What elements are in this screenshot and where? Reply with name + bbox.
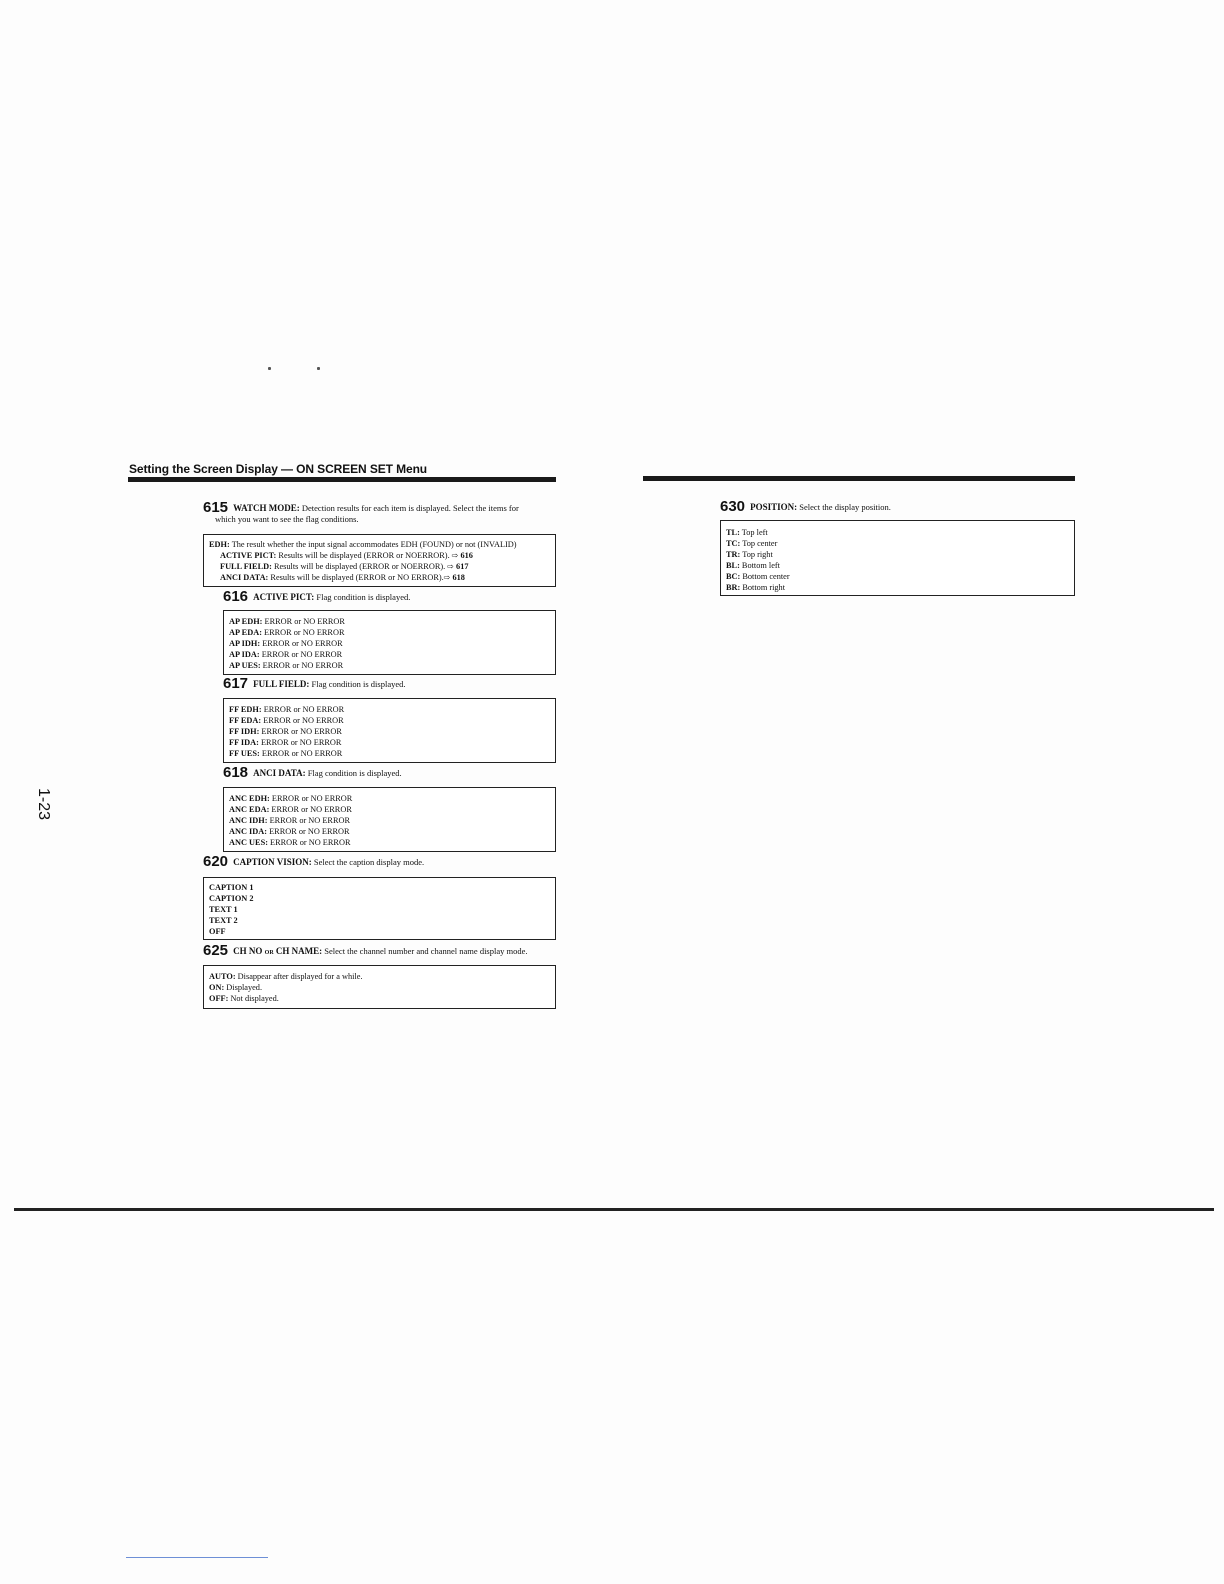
item-620-box xyxy=(203,877,556,940)
item-name: WATCH MODE: xyxy=(233,503,300,513)
footer-rule xyxy=(14,1208,1214,1211)
item-description-cont: which you want to see the flag conditions. xyxy=(215,514,359,524)
list-item: ANC IDA: ERROR or NO ERROR xyxy=(229,827,350,836)
item-name: CAPTION VISION: xyxy=(233,857,312,867)
item-description: Flag condition is displayed. xyxy=(307,768,402,778)
arrow-right-icon: ⇨ xyxy=(443,573,451,582)
list-item: TEXT 2 xyxy=(209,916,238,925)
item-description: Select the display position. xyxy=(799,502,891,512)
item-618-heading xyxy=(223,764,563,781)
item-description: Detection results for each item is displayed. Select the items for xyxy=(301,503,519,513)
list-item: FF EDH: ERROR or NO ERROR xyxy=(229,705,345,714)
scan-speck xyxy=(317,367,320,370)
item-618-box xyxy=(223,787,556,852)
item-615-box xyxy=(203,534,556,587)
item-name: FULL FIELD: xyxy=(253,679,310,689)
list-item: AP EDA: ERROR or NO ERROR xyxy=(229,628,345,637)
item-620-heading xyxy=(203,853,563,870)
list-item: AP UES: ERROR or NO ERROR xyxy=(229,661,344,670)
item-number: 625 xyxy=(203,942,229,959)
list-item: BR: Bottom right xyxy=(726,583,786,592)
item-name: ANCI DATA: xyxy=(253,768,306,778)
item-617-box xyxy=(223,698,556,763)
item-name: CH NO or CH NAME: xyxy=(233,946,323,956)
list-item: ON: Displayed. xyxy=(209,983,263,992)
item-615-heading xyxy=(203,499,563,525)
header-rule-right xyxy=(643,476,1075,481)
item-617-heading xyxy=(223,675,563,692)
list-item: ANCI DATA: Results will be displayed (ERROR or NO ERROR).⇨ 618 xyxy=(220,573,465,582)
list-item: FF EDA: ERROR or NO ERROR xyxy=(229,716,344,725)
list-item: ACTIVE PICT: Results will be displayed (ERROR or NOERROR). ⇨ 616 xyxy=(220,551,473,560)
item-630-box xyxy=(720,520,1075,596)
footer-link-underline xyxy=(126,1557,268,1558)
list-item: TEXT 1 xyxy=(209,905,238,914)
item-number: 630 xyxy=(720,498,746,515)
list-item: ANC UES: ERROR or NO ERROR xyxy=(229,838,351,847)
item-625-box xyxy=(203,965,556,1009)
item-description: Flag condition is displayed. xyxy=(316,592,411,602)
list-item: BL: Bottom left xyxy=(726,561,780,570)
list-item: AP IDH: ERROR or NO ERROR xyxy=(229,639,343,648)
list-item: FULL FIELD: Results will be displayed (ERROR or NOERROR). ⇨ 617 xyxy=(220,562,469,571)
item-description: Select the caption display mode. xyxy=(313,857,425,867)
list-item: FF IDA: ERROR or NO ERROR xyxy=(229,738,342,747)
scan-speck xyxy=(268,367,271,370)
list-item: TL: Top left xyxy=(726,528,768,537)
item-description: Flag condition is displayed. xyxy=(311,679,406,689)
list-item: ANC EDH: ERROR or NO ERROR xyxy=(229,794,353,803)
item-625-heading xyxy=(203,942,583,959)
item-number: 617 xyxy=(223,675,249,692)
list-item: ANC EDA: ERROR or NO ERROR xyxy=(229,805,352,814)
item-number: 616 xyxy=(223,588,249,605)
item-number: 618 xyxy=(223,764,249,781)
item-616-box xyxy=(223,610,556,675)
page-number: 1-23 xyxy=(35,788,52,821)
list-item: TC: Top center xyxy=(726,539,778,548)
item-630-heading xyxy=(720,498,1075,515)
list-item: AUTO: Disappear after displayed for a while. xyxy=(209,972,363,981)
arrow-right-icon: ⇨ xyxy=(451,551,459,560)
list-item: FF IDH: ERROR or NO ERROR xyxy=(229,727,342,736)
item-description: Select the channel number and channel name display mode. xyxy=(324,946,528,956)
item-616-heading xyxy=(223,588,563,605)
list-item: AP EDH: ERROR or NO ERROR xyxy=(229,617,345,626)
header-rule-left xyxy=(128,477,556,482)
list-item: TR: Top right xyxy=(726,550,773,559)
list-item: CAPTION 2 xyxy=(209,894,254,903)
item-name: POSITION: xyxy=(750,502,798,512)
item-name: ACTIVE PICT: xyxy=(253,592,315,602)
list-item: CAPTION 1 xyxy=(209,883,254,892)
list-item: ANC IDH: ERROR or NO ERROR xyxy=(229,816,351,825)
list-item: EDH: The result whether the input signal accommodates EDH (FOUND) or not (INVALID) xyxy=(209,540,517,549)
list-item: OFF xyxy=(209,927,226,936)
page-title: Setting the Screen Display — ON SCREEN SET Menu xyxy=(129,462,428,476)
item-number: 615 xyxy=(203,499,229,516)
item-number: 620 xyxy=(203,853,229,870)
arrow-right-icon: ⇨ xyxy=(447,562,454,571)
list-item: OFF: Not displayed. xyxy=(209,994,279,1003)
list-item: FF UES: ERROR or NO ERROR xyxy=(229,749,343,758)
list-item: AP IDA: ERROR or NO ERROR xyxy=(229,650,343,659)
list-item: BC: Bottom center xyxy=(726,572,790,581)
